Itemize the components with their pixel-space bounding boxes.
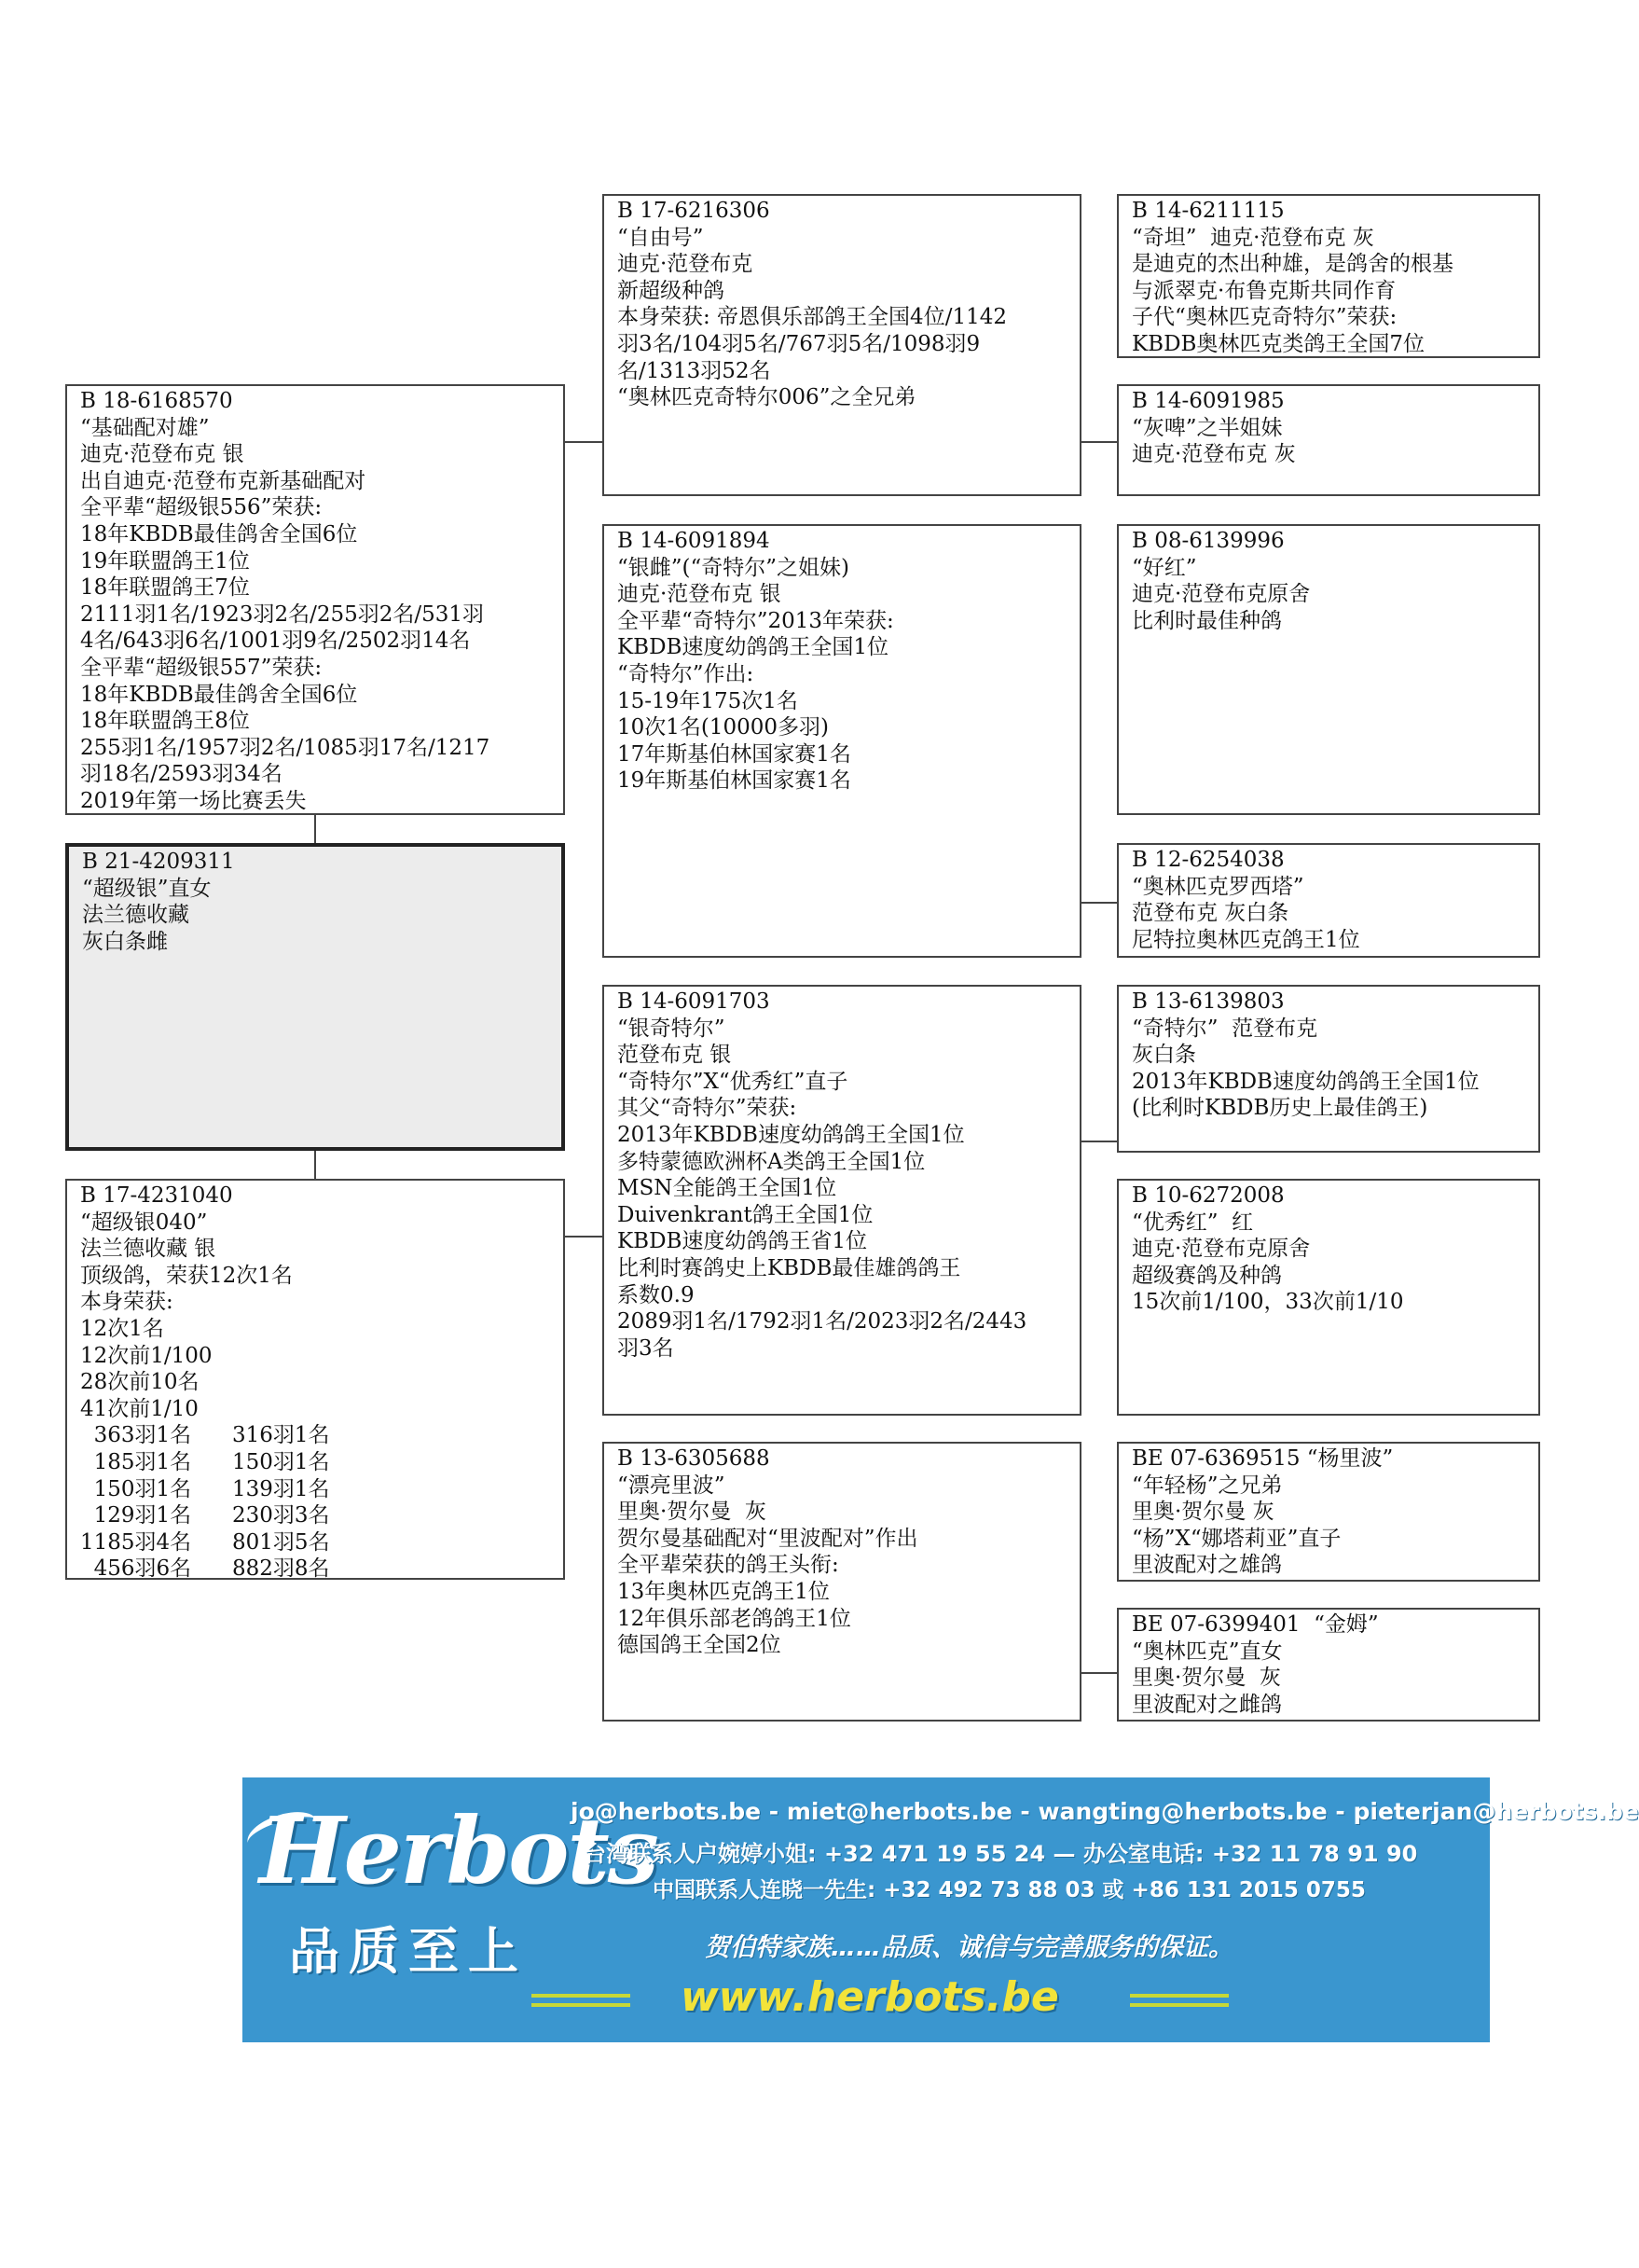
pedigree-line: “奥林匹克罗西塔” <box>1132 874 1304 899</box>
pedigree-line: “银奇特尔” <box>617 1016 725 1041</box>
pedigree-line: BE 07-6399401 “金姆” <box>1132 1612 1379 1637</box>
motto: 贺伯特家族……品质、诚信与完善服务的保证。 <box>705 1933 1233 1962</box>
pedigree-line: 迪克·范登布克 <box>617 252 753 277</box>
pedigree-line: 里波配对之雄鸽 <box>1132 1553 1282 1578</box>
divider <box>1130 2003 1229 2007</box>
pedigree-line: 15次前1/100，33次前1/10 <box>1132 1290 1404 1315</box>
pedigree-line: 全平辈“超级银556”荣获: <box>80 495 323 520</box>
pedigree-line: 与派翠克·布鲁克斯共同作育 <box>1132 278 1397 303</box>
dam-box <box>65 1179 565 1580</box>
pedigree-line: 多特蒙德欧洲杯A类鸽王全国1位 <box>617 1149 926 1174</box>
pedigree-line: “奇特尔”X“优秀红”直子 <box>617 1069 848 1094</box>
pedigree-line: 1185羽4名 801羽5名 <box>80 1529 330 1555</box>
pedigree-line: 范登布克 银 <box>617 1043 732 1068</box>
pedigree-line: 迪克·范登布克原舍 <box>1132 582 1311 607</box>
pedigree-line: 2019年第一场比赛丢失 <box>80 788 307 813</box>
pedigree-line: KBDB奥林匹克类鸽王全国7位 <box>1132 331 1426 356</box>
pedigree-line: “优秀红” 红 <box>1132 1210 1254 1235</box>
pedigree-line: 41次前1/10 <box>80 1396 199 1421</box>
pedigree-line: 法兰德收藏 <box>82 903 189 928</box>
pedigree-line: “杨”X“娜塔莉亚”直子 <box>1132 1526 1342 1551</box>
connector <box>314 1151 316 1179</box>
pedigree-line: 全平辈荣获的鸽王头衔: <box>617 1553 839 1578</box>
pedigree-line: 灰白条 <box>1132 1043 1196 1068</box>
pedigree-line: B 14-6211115 <box>1132 199 1285 223</box>
pedigree-line: 本身荣获: <box>80 1290 173 1315</box>
pedigree-line: “奇特尔” 范登布克 <box>1132 1016 1318 1041</box>
pedigree-line: 子代“奥林匹克奇特尔”荣获: <box>1132 305 1398 330</box>
connector <box>565 441 602 443</box>
pedigree-line: 迪克·范登布克 银 <box>617 582 781 607</box>
pedigree-line: 2089羽1名/1792羽1名/2023羽2名/2443 <box>617 1309 1027 1335</box>
pedigree-line: 名/1313羽52名 <box>617 358 771 383</box>
pedigree-line: 全平辈“超级银557”荣获: <box>80 655 323 680</box>
pedigree-line: B 18-6168570 <box>80 389 233 413</box>
pedigree-line: 新超级种鸽 <box>617 278 724 303</box>
pedigree-line: KBDB速度幼鸽鸽王省1位 <box>617 1229 868 1254</box>
pedigree-line: 2013年KBDB速度幼鸽鸽王全国1位 <box>617 1122 965 1147</box>
divider <box>531 2003 630 2007</box>
pedigree-line: B 13-6139803 <box>1132 989 1285 1014</box>
pedigree-line: 12年俱乐部老鸽鸽王1位 <box>617 1606 851 1631</box>
connector <box>1081 1141 1117 1142</box>
connector <box>565 1236 602 1238</box>
pedigree-line: 28次前10名 <box>80 1370 200 1395</box>
sire-dam-sire-box <box>1117 524 1540 815</box>
pedigree-line: 18年KBDB最佳鸽舍全国6位 <box>80 521 358 546</box>
pedigree-line: 18年联盟鸽王8位 <box>80 709 250 734</box>
herbots-logo: Herbots <box>259 1798 657 1905</box>
pedigree-line: B 14-6091894 <box>617 529 770 553</box>
pedigree-line: 里奥·贺尔曼 灰 <box>1132 1666 1281 1691</box>
pedigree-line: 4名/643羽6名/1001羽9名/2502羽14名 <box>80 629 471 654</box>
pedigree-line: 羽3名 <box>617 1335 674 1361</box>
sire-sire-sire-box <box>1117 194 1540 358</box>
pedigree-line: 里奥·贺尔曼 灰 <box>1132 1500 1274 1525</box>
pedigree-line: “年轻杨”之兄弟 <box>1132 1473 1283 1498</box>
pedigree-line: 里奥·贺尔曼 灰 <box>617 1500 766 1525</box>
pedigree-line: B 14-6091985 <box>1132 389 1285 413</box>
pedigree-line: 18年联盟鸽王7位 <box>80 575 250 601</box>
pedigree-line: (比利时KBDB历史上最佳鸽王) <box>1132 1096 1428 1121</box>
sire-box <box>65 384 565 815</box>
pedigree-line: 迪克·范登布克原舍 <box>1132 1237 1311 1262</box>
pedigree-line: 灰白条雌 <box>82 929 168 954</box>
pedigree-line: 15-19年175次1名 <box>617 688 798 713</box>
sire-dam-box <box>602 524 1081 958</box>
pedigree-line: KBDB速度幼鸽鸽王全国1位 <box>617 635 889 660</box>
pedigree-line: 17年斯基伯林国家赛1名 <box>617 741 851 767</box>
sire-sire-box <box>602 194 1081 496</box>
pedigree-line: 本身荣获: 帝恩俱乐部鸽王全国4位/1142 <box>617 305 1007 330</box>
dam-dam-dam-box <box>1117 1608 1540 1722</box>
pedigree-line: B 13-6305688 <box>617 1446 770 1471</box>
pedigree-line: “漂亮里波” <box>617 1473 725 1498</box>
pedigree-line: Duivenkrant鸽王全国1位 <box>617 1202 874 1227</box>
sire-sire-dam-box <box>1117 384 1540 496</box>
pedigree-line: 12次1名 <box>80 1316 164 1341</box>
pedigree-line: 顶级鸽，荣获12次1名 <box>80 1263 293 1288</box>
pedigree-line: 150羽1名 139羽1名 <box>80 1476 330 1501</box>
pedigree-line: 范登布克 灰白条 <box>1132 901 1289 926</box>
pedigree-line: 19年联盟鸽王1位 <box>80 548 250 574</box>
connector <box>314 815 316 843</box>
pedigree-line: 19年斯基伯林国家赛1名 <box>617 768 851 794</box>
pedigree-line: “奇特尔”作出: <box>617 661 754 686</box>
slogan: 品质至上 <box>289 1922 528 1981</box>
pedigree-line: 2111羽1名/1923羽2名/255羽2名/531羽 <box>80 602 485 627</box>
pedigree-line: “灰啤”之半姐妹 <box>1132 415 1283 440</box>
pedigree-line: 贺尔曼基础配对“里波配对”作出 <box>617 1526 918 1551</box>
subject-box <box>65 843 565 1151</box>
connector <box>1081 441 1117 443</box>
pedigree-line: 出自迪克·范登布克新基础配对 <box>80 468 366 493</box>
pedigree-line: 12次前1/100 <box>80 1343 213 1368</box>
pedigree-line: B 08-6139996 <box>1132 529 1285 553</box>
dam-dam-sire-box <box>1117 1442 1540 1582</box>
connector <box>1081 902 1117 904</box>
pedigree-line: 羽3名/104羽5名/767羽5名/1098羽9 <box>617 331 981 356</box>
pedigree-line: “好红” <box>1132 555 1197 580</box>
dam-sire-box <box>602 985 1081 1416</box>
pedigree-line: 185羽1名 150羽1名 <box>80 1449 330 1474</box>
pedigree-line: 系数0.9 <box>617 1282 695 1307</box>
pedigree-line: 456羽6名 882羽8名 <box>80 1556 330 1582</box>
pedigree-line: 比利时最佳种鸽 <box>1132 608 1282 633</box>
pedigree-line: B 12-6254038 <box>1132 848 1285 872</box>
pedigree-line: 迪克·范登布克 灰 <box>1132 442 1296 467</box>
pedigree-line: B 21-4209311 <box>82 850 235 874</box>
pedigree-line: 10次1名(10000多羽) <box>617 715 830 740</box>
herbots-banner <box>242 1777 1639 2042</box>
pedigree-line: 德国鸽王全国2位 <box>617 1633 781 1658</box>
dam-dam-box <box>602 1442 1081 1722</box>
pedigree-line: 其父“奇特尔”荣获: <box>617 1096 797 1121</box>
pedigree-line: 迪克·范登布克 银 <box>80 442 244 467</box>
pedigree-line: “超级银”直女 <box>82 876 212 901</box>
pedigree-line: BE 07-6369515 “杨里波” <box>1132 1446 1394 1471</box>
pedigree-line: 法兰德收藏 银 <box>80 1237 216 1262</box>
pedigree-line: “银雌”(“奇特尔”之姐妹) <box>617 555 849 580</box>
divider <box>1130 1994 1229 1998</box>
pedigree-line: 18年KBDB最佳鸽舍全国6位 <box>80 682 358 707</box>
pedigree-line: 是迪克的杰出种雄，是鸽舍的根基 <box>1132 252 1453 277</box>
pedigree-line: 羽18名/2593羽34名 <box>80 762 282 787</box>
pedigree-line: 比利时赛鸽史上KBDB最佳雄鸽鸽王 <box>617 1255 961 1280</box>
divider <box>531 1994 630 1998</box>
dam-sire-dam-box <box>1117 1179 1540 1416</box>
pedigree-line: 129羽1名 230羽3名 <box>80 1503 330 1528</box>
pedigree-line: B 14-6091703 <box>617 989 770 1014</box>
pedigree-line: “基础配对雄” <box>80 415 210 440</box>
pedigree-line: 363羽1名 316羽1名 <box>80 1423 330 1448</box>
pedigree-line: “自由号” <box>617 225 704 250</box>
pedigree-line: 2013年KBDB速度幼鸽鸽王全国1位 <box>1132 1069 1480 1094</box>
dam-sire-sire-box <box>1117 985 1540 1153</box>
pedigree-line: 255羽1名/1957羽2名/1085羽17名/1217 <box>80 735 490 760</box>
website-link[interactable]: www.herbots.be <box>681 1973 1059 2021</box>
pedigree-line: 13年奥林匹克鸽王1位 <box>617 1579 830 1604</box>
connector <box>1081 1672 1117 1674</box>
pedigree-line: 全平辈“奇特尔”2013年荣获: <box>617 608 894 633</box>
pedigree-line: 尼特拉奥林匹克鸽王1位 <box>1132 927 1360 952</box>
taiwan-contact: 台湾联系人户婉婷小姐: +32 471 19 55 24 — 办公室电话: +32 11 78 91 90 <box>584 1841 1418 1867</box>
pedigree-line: B 17-6216306 <box>617 199 770 223</box>
pedigree-line: “奥林匹克奇特尔006”之全兄弟 <box>617 385 916 410</box>
pedigree-line: 里波配对之雌鸽 <box>1132 1692 1282 1717</box>
pedigree-line: B 17-4231040 <box>80 1183 233 1208</box>
pedigree-line: B 10-6272008 <box>1132 1183 1285 1208</box>
email-list[interactable]: jo@herbots.be - miet@herbots.be - wangting@herbots.be - pieterjan@herbots.be <box>571 1798 1639 1825</box>
sire-dam-dam-box <box>1117 843 1540 958</box>
pedigree-line: “奥林匹克”直女 <box>1132 1639 1283 1664</box>
pedigree-line: “奇坦” 迪克·范登布克 灰 <box>1132 225 1374 250</box>
pedigree-line: “超级银040” <box>80 1210 208 1235</box>
pedigree-line: MSN全能鸽王全国1位 <box>617 1176 837 1201</box>
pedigree-line: 超级赛鸽及种鸽 <box>1132 1263 1282 1288</box>
china-contact: 中国联系人连晓一先生: +32 492 73 88 03 或 +86 131 2015 0755 <box>653 1878 1366 1902</box>
